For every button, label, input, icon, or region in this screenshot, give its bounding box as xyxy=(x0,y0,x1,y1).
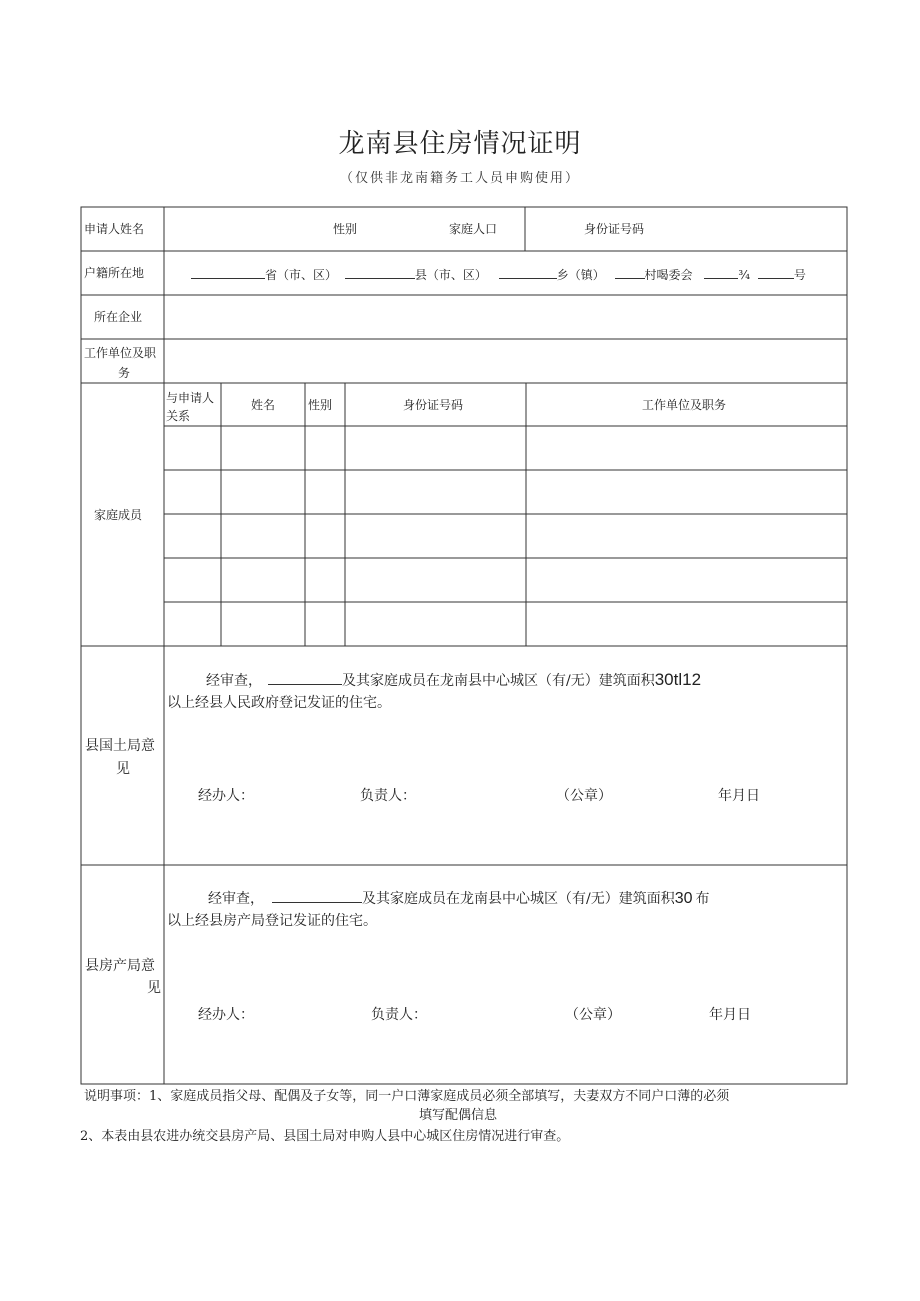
gender-label: 性别 xyxy=(333,222,358,236)
province-blank[interactable] xyxy=(191,266,265,279)
member-gender-header: 性别 xyxy=(308,398,333,412)
land-statement-prefix: 经审查， xyxy=(206,673,262,689)
village-label: 村喝委会 xyxy=(644,268,693,282)
housing-area-value: 30 xyxy=(674,890,693,907)
family-members-label: 家庭成员 xyxy=(94,508,143,522)
group-blank[interactable] xyxy=(704,266,738,279)
land-bureau-statement xyxy=(206,670,701,690)
housing-handler-label: 经办人： xyxy=(198,1007,254,1023)
housing-area-suffix: 布 xyxy=(695,891,710,907)
member-employer-header: 工作单位及职务 xyxy=(642,398,727,412)
note-line-1-cont: 填写配偶信息 xyxy=(419,1108,498,1123)
county-blank[interactable] xyxy=(345,266,415,279)
township-blank[interactable] xyxy=(499,266,557,279)
land-statement-mid: 及其家庭成员在龙南县中心城区（有/无）建筑面积 xyxy=(342,673,655,689)
land-responsible-label: 负责人： xyxy=(360,788,416,804)
land-applicant-blank[interactable] xyxy=(268,670,342,685)
member-name-header: 姓名 xyxy=(251,398,276,412)
id-number-label: 身份证号码 xyxy=(584,222,645,236)
applicant-name-label: 申请人姓名 xyxy=(84,222,145,236)
housing-bureau-label-cont: 见 xyxy=(147,980,161,996)
relation-header-cont: 关系 xyxy=(166,409,191,423)
member-id-header: 身份证号码 xyxy=(403,398,464,412)
land-bureau-label-cont: 见 xyxy=(116,761,130,777)
residence-label: 户籍所在地 xyxy=(84,266,145,280)
note-line-1: 说明事项：1、家庭成员指父母、配偶及子女等，同一户口薄家庭成员必须全部填写，夫妻双方不同户口薄的必须 xyxy=(84,1089,730,1104)
housing-bureau-statement-line2: 以上经县房产局登记发证的住宅。 xyxy=(167,913,377,929)
house-number-blank[interactable] xyxy=(758,266,794,279)
housing-bureau-label: 县房产局意 xyxy=(85,958,155,974)
group-label: ¾ xyxy=(738,268,751,282)
housing-seal-label: （公章） xyxy=(565,1007,621,1023)
land-handler-label: 经办人： xyxy=(198,788,254,804)
housing-responsible-label: 负责人： xyxy=(371,1007,427,1023)
note-line-2: 2、本表由县农进办统交县房产局、县国土局对申购人县中心城区住房情况进行审查。 xyxy=(80,1129,570,1144)
village-blank[interactable] xyxy=(615,266,645,279)
housing-statement-prefix: 经审查， xyxy=(208,891,264,907)
housing-statement-mid: 及其家庭成员在龙南县中心城区（有/无）建筑面积 xyxy=(362,891,675,907)
relation-header: 与申请人 xyxy=(166,391,215,405)
house-number-label: 号 xyxy=(793,268,806,282)
employer-label: 工作单位及职 xyxy=(84,346,157,360)
housing-bureau-statement xyxy=(208,888,710,908)
family-size-label: 家庭人口 xyxy=(449,222,498,236)
land-seal-label: （公章） xyxy=(556,788,612,804)
land-bureau-label: 县国土局意 xyxy=(85,738,155,754)
enterprise-label: 所在企业 xyxy=(94,310,143,324)
document-subtitle: （仅供非龙南籍务工人员申购使用） xyxy=(339,171,580,186)
land-area-value: 30tl12 xyxy=(654,670,702,689)
housing-applicant-blank[interactable] xyxy=(272,888,362,903)
land-date-label: 年月日 xyxy=(718,788,760,804)
document-title: 龙南县住房情况证明 xyxy=(338,129,582,159)
county-label: 县（市、区） xyxy=(414,268,487,282)
residence-address-line xyxy=(191,266,806,283)
township-label: 乡（镇） xyxy=(556,268,605,282)
employer-label-cont: 务 xyxy=(118,366,131,380)
housing-date-label: 年月日 xyxy=(709,1007,751,1023)
province-label: 省（市、区） xyxy=(265,268,338,282)
land-bureau-statement-line2: 以上经县人民政府登记发证的住宅。 xyxy=(167,695,391,711)
